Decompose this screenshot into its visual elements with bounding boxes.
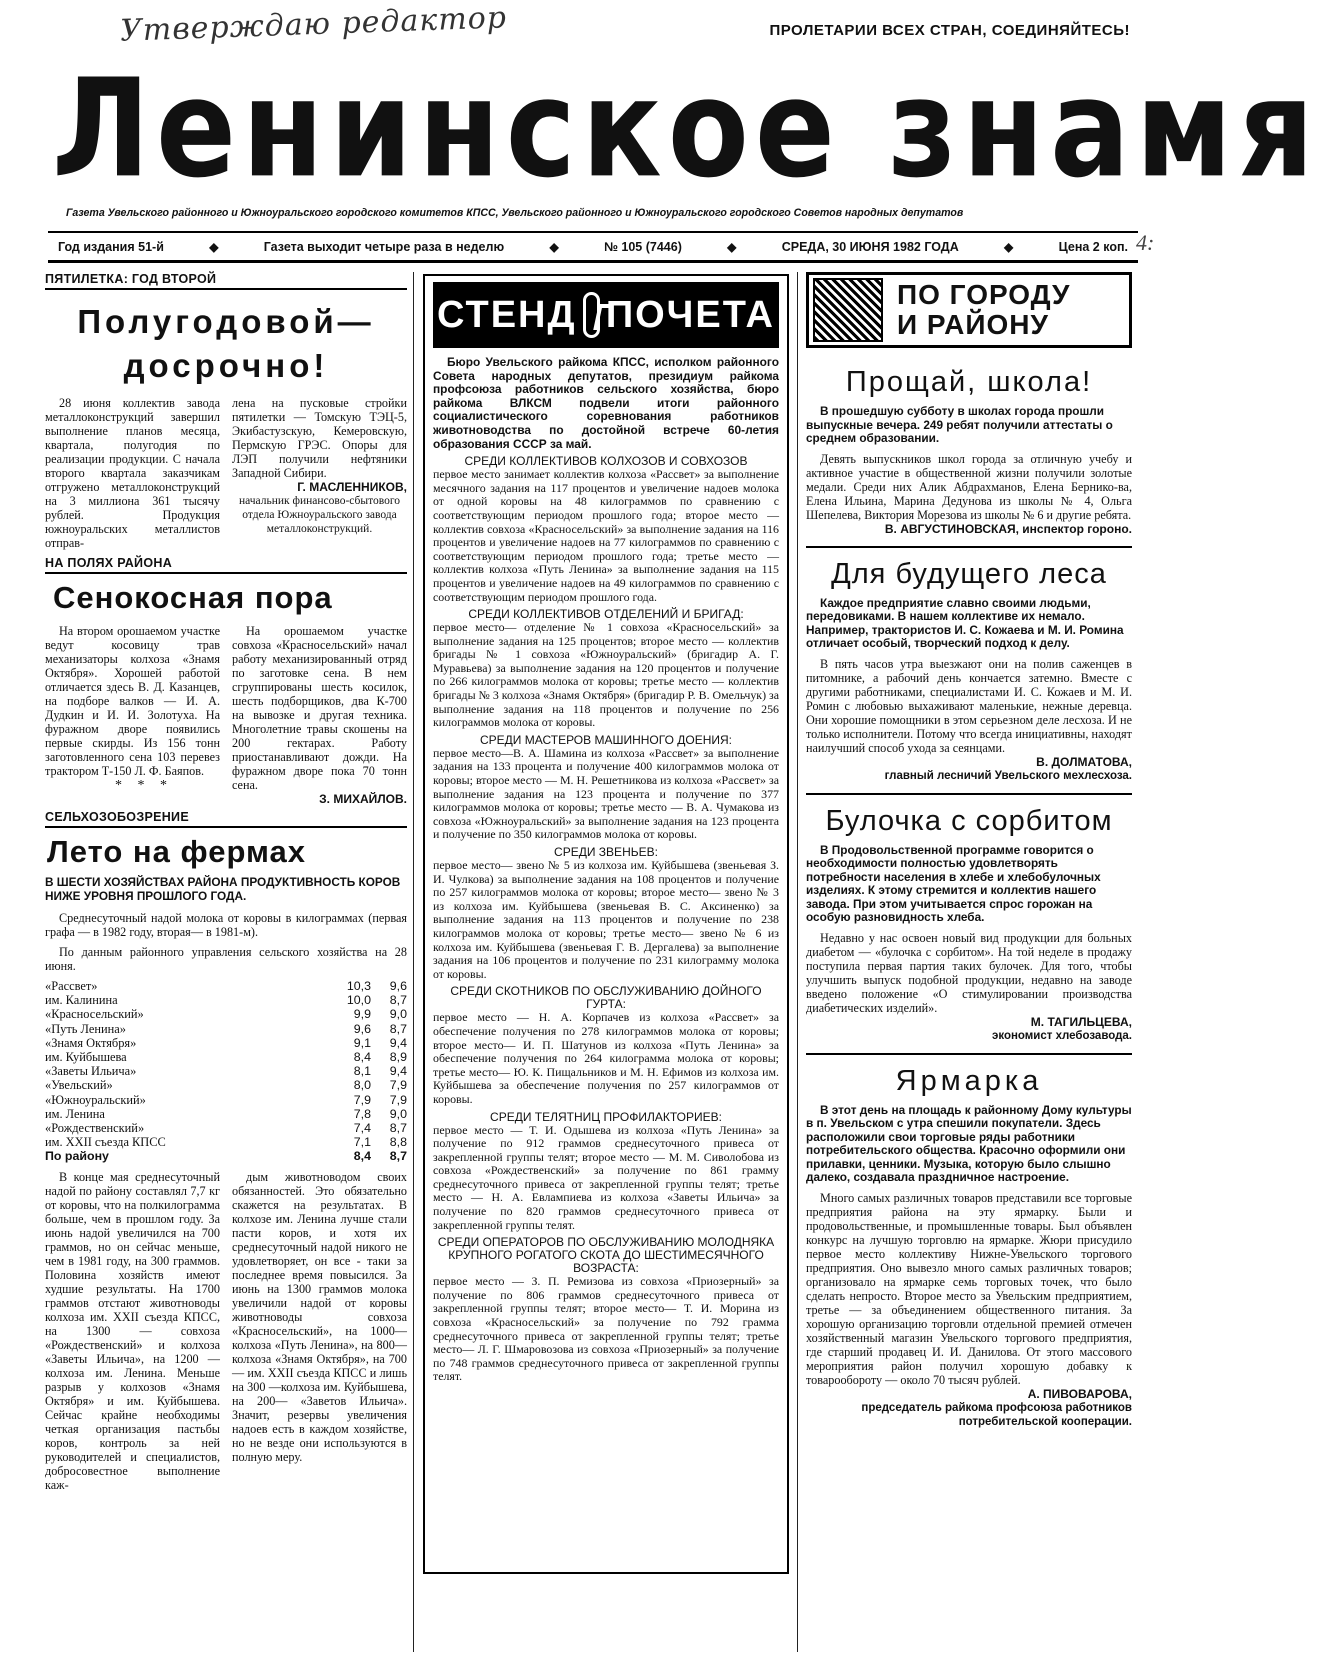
article-text: Недавно у нас освоен новый вид продукции для больных диабетом — «булочка с сорбитом». На той неделе в продажу поступила первая партия таких булочек. Для того, чтобы улучшить выпуск подобной продукции, недавно на заводе введено положение «О стимулировании производства диабетических изделий».	[806, 930, 1132, 1015]
article-lead: В этот день на площадь к районному Дому культуры в п. Увельском с утра спешили покупатели. Здесь расположили свои торговые ряды работники потребительского общества. Красочно оформили они прилавки, ценники. Музыка, которую было слышно далеко, создавала праздничное настроение.	[806, 1102, 1132, 1184]
article-polugodovoy	[45, 272, 407, 550]
newspaper-nameplate: Ленинское знамя	[52, 48, 1320, 208]
author-name: З. МИХАЙЛОВ.	[319, 792, 407, 806]
rubric: СЕЛЬХОЗОБОЗРЕНИЕ	[45, 810, 407, 828]
column-divider	[797, 272, 798, 1652]
right-column	[806, 272, 1132, 1429]
issue-date: СРЕДА, 30 ИЮНЯ 1982 ГОДА	[781, 239, 959, 254]
masthead-subtitle: Газета Увельского районного и Южноуральского городского комитетов КПСС, Увельского районного и Южноуральского городского Советов народных депутатов	[66, 207, 964, 219]
diamond-icon: ◆	[727, 239, 737, 254]
section-text: первое место— звено № 5 из колхоза им. Куйбышева (звеньевая З. И. Чулкова) за выполнение задания на 108 процентов и получение по 257 килограммов молока от коровы; второе место— звено № 3 из колхоза им. Куйбышева (звеньевая В. С. Аксиненко) за выполнение задания на 113 процентов и получение по 238 килограммов молока от коровы; третье место— звено № 6 из колхоза им. Куйбышева (звеньевая Г. В. Дергалева) за выполнение задания на 106 процентов и получение по 231 килограмму молока от коровы.	[433, 858, 779, 981]
farm-name-cell: «Южноуральский»	[45, 1092, 146, 1107]
yield-1982-cell: 8,1	[353, 1064, 371, 1079]
headline: Лето на фермах	[47, 834, 306, 869]
headline-line-1: Полугодовой—	[77, 303, 375, 340]
center-column	[423, 274, 789, 1574]
margin-pencil-mark: 4:	[1136, 230, 1155, 255]
farm-name-cell: «Увельский»	[45, 1078, 113, 1093]
yield-1981-cell: 8,8	[389, 1135, 407, 1150]
author-name: М. ТАГИЛЬЦЕВА,	[1030, 1014, 1132, 1029]
article-intro-2: По данным районного управления сельского хозяйства на 28 июня.	[45, 945, 407, 973]
article-text-right: лена на пусковые стройки пятилетки — Томскую ТЭЦ-5, Экибастузскую, Кемеровскую, Пермскую ГРЭС. Опоры для ЛЭП получили нефтяники Западной Сибири.	[232, 396, 407, 480]
section-heading: СРЕДИ КОЛЛЕКТИВОВ КОЛХОЗОВ И СОВХОЗОВ	[464, 454, 748, 469]
yield-1982-cell: 7,9	[353, 1092, 371, 1107]
article-divider	[806, 546, 1132, 548]
publication-year: Год издания 51-й	[58, 239, 164, 254]
section-text: первое место— отделение № 1 совхоза «Красносельский» за выполнение задания на 125 процентов; второе место — коллектив бригады № 1 совхоза «Южноуральский» (бригадир А. Г. Муравьева) за выполнение задания на 120 процентов и получение по 266 килограммов молока от коровы; третье место — коллектив бригады № 3 колхоза «Знамя Октября» (бригадир Р. В. Омельчук) за выполнение задания на 118 процентов и получение по 256 килограммов молока от коровы.	[433, 620, 779, 730]
rubric: ПЯТИЛЕТКА: ГОД ВТОРОЙ	[45, 272, 407, 290]
yield-1982-cell: 9,1	[353, 1035, 371, 1050]
article-dlya-budushchego-lesa	[806, 558, 1132, 783]
headline-line-2: досрочно!	[123, 347, 329, 384]
article-body	[45, 1170, 407, 1492]
yield-1982-cell: 9,6	[353, 1021, 371, 1036]
table-row	[45, 1022, 407, 1036]
section-heading: СРЕДИ ТЕЛЯТНИЦ ПРОФИЛАКТОРИЕВ:	[490, 1109, 722, 1124]
table-row	[45, 1135, 407, 1149]
article-text-right: дым животноводом своих обязанностей. Это обязательно скажется на результатах. В колхозе им. Ленина лучше стали пасти коров, и хотя их среднесуточный надой никого не удовлетворяет, он все - таки за последнее время повысился. За июнь на 1300 граммов молока увеличили надой от коровы животноводы совхоза «Красносельский», на 1000— колхоза «Путь Ленина», на 800— колхоза «Знамя Октября», на 700 — им. XXII съезда КПСС и лишь на 300 —колхоза им. Куйбышева, на 200— «Заветов Ильича». Значит, резервы увеличения надоев есть в каждом хозяйстве, но не везде они используются в полную меру.	[232, 1169, 407, 1464]
headline: Сенокосная пора	[53, 580, 333, 615]
yield-1982-cell: 7,1	[353, 1135, 371, 1150]
farm-name-cell: По району	[45, 1149, 109, 1164]
rubric-box-po-gorodu	[806, 272, 1132, 348]
column-divider	[413, 272, 414, 1652]
article-text-left: 28 июня коллектив завода металлоконструкций завершил выполнение планов месяца, квартала, полугодия по реализации продукции. С начала второго квартала заказчикам отгружено металлоконструкций на 3 миллиона 361 тысячу рублей. Продукция южноуральских металлистов отправ-	[45, 396, 220, 550]
headline: Для будущего леса	[831, 557, 1107, 590]
article-body	[45, 624, 407, 806]
diamond-icon: ◆	[209, 239, 219, 254]
yield-1981-cell: 8,9	[389, 1050, 407, 1065]
stend-intro: Бюро Увельского райкома КПСС, исполком районного Совета народных депутатов, президиум райкома профсоюза работников сельского хозяйства, бюро райкома ВЛКСМ подвели итоги районного социалистического соревнования работников животноводства по достойной встрече 60-летия образования СССР за май.	[433, 355, 779, 451]
article-leto-na-fermah	[45, 810, 407, 1492]
section-heading: СРЕДИ КОЛЛЕКТИВОВ ОТДЕЛЕНИЙ И БРИГАД:	[468, 607, 744, 622]
section-heading: СРЕДИ МАСТЕРОВ МАШИННОГО ДОЕНИЯ:	[479, 732, 733, 747]
author-role: главный лесничий Увельского мехлесхоза.	[884, 769, 1132, 782]
yield-1981-cell: 9,0	[389, 1007, 407, 1022]
yield-1981-cell: 8,7	[389, 993, 407, 1008]
table-row	[45, 1121, 407, 1135]
headline: Булочка с сорбитом	[825, 804, 1113, 837]
article-divider	[806, 1053, 1132, 1055]
farm-name-cell: «Рассвет»	[45, 979, 98, 993]
author-role: начальник финансово-сбытового отдела Южноуральского завода металлоконструкций.	[238, 495, 401, 535]
farm-name-cell: «Путь Ленина»	[45, 1021, 126, 1036]
yield-1982-cell: 8,4	[353, 1050, 371, 1065]
table-row	[45, 993, 407, 1007]
article-lead: В ШЕСТИ ХОЗЯЙСТВАХ РАЙОНА ПРОДУКТИВНОСТЬ КОРОВ НИЖЕ УРОВНЯ ПРОШЛОГО ГОДА.	[45, 875, 401, 903]
yield-1982-cell: 10,0	[346, 993, 371, 1008]
banner-text-left: СТЕНД	[437, 293, 577, 336]
section-heading: СРЕДИ ЗВЕНЬЕВ:	[554, 845, 658, 859]
milk-yield-table	[45, 979, 407, 1164]
rubric-title-line-1: ПО ГОРОДУ	[897, 279, 1071, 310]
farm-name-cell: им. Калинина	[45, 993, 118, 1008]
separator-stars: * * *	[115, 778, 173, 793]
farm-name-cell: им. Куйбышева	[45, 1050, 127, 1065]
headline: Ярмарка	[895, 1064, 1043, 1097]
farm-name-cell: им. XXII съезда КПСС	[45, 1135, 166, 1150]
article-text-right: На орошаемом участке совхоза «Красносельский» начал работу механизированный отряд по заготовке сена. В нем сгруппированы шесть косилок, шесть подборщиков, два К-700 на вывозке и другая техника. Многолетние травы скошены на 200 гектарах. Работу приостанавливают дожди. На фуражном дворе пока 70 тонн сена.	[232, 624, 407, 792]
article-lead: В Продовольственной программе говорится о необходимости полностью удовлетворять потребности населения в хлебе и хлебобулочных изделиях. К этому стремится и коллектив нашего завода. При этом учитывается спрос горожан на особую разновидность хлеба.	[806, 842, 1101, 924]
yield-1981-cell: 8,7	[389, 1021, 407, 1036]
section-text: первое место — Н. А. Корпачев из колхоза «Рассвет» за обеспечение получения по 278 килограммов молока от коровы; второе место— И. П. Шатунов из колхоза «Путь Ленина» за обеспечение получения по 264 килограмма молока от коровы; третье место— Ю. К. Пищальников и М. Н. Ефимов из колхоза им. Куйбышева за обеспечение получения по 257 килограммов от коровы.	[433, 1010, 779, 1106]
yield-1982-cell: 7,4	[353, 1121, 371, 1136]
yield-1981-cell: 8,7	[389, 1149, 407, 1164]
farm-name-cell: «Заветы Ильича»	[45, 1064, 137, 1079]
headline: Прощай, школа!	[845, 366, 1093, 398]
article-divider	[806, 793, 1132, 795]
yield-1981-cell: 9,0	[389, 1106, 407, 1121]
article-text: Много самых различных товаров представили все торговые предприятия района на эту ярмарку. Были и продовольственные, и промышленные товары. Был объявлен конкурс на лучшую торговлю на ярмарке. Жюри присудило первое место коллективу Нижне-Увельского торгового предприятия. Оно вывезло много самых различных товаров; организовало на ярмарке семь торговых точек, что было сделать непросто. Второе место за Увельским предприятием, третье — за объединением общественного питания. За хорошую организацию торговли отдельной премией отмечен хозяйственный магазин Увельского торгового предприятия, где старший продавец И. И. Данилова. От этого массового мероприятия район получил хорошую добавку к товарообороту — около 70 тысяч рублей.	[806, 1190, 1132, 1387]
yield-1981-cell: 9,4	[389, 1035, 407, 1050]
table-row	[45, 1064, 407, 1078]
rubric-title-line-2: И РАЙОНУ	[897, 309, 1049, 340]
farm-name-cell: им. Ленина	[45, 1106, 105, 1121]
author-signature: В. АВГУСТИНОВСКАЯ, инспектор гороно.	[884, 521, 1132, 536]
issue-number: № 105 (7446)	[603, 239, 682, 254]
article-senokos	[45, 556, 407, 806]
slogan: ПРОЛЕТАРИИ ВСЕХ СТРАН, СОЕДИНЯЙТЕСЬ!	[769, 22, 1130, 39]
yield-1982-cell: 8,4	[353, 1149, 371, 1164]
author-name: Г. МАСЛЕННИКОВ,	[297, 480, 407, 494]
article-yarmarka	[806, 1065, 1132, 1429]
yield-1981-cell: 8,7	[389, 1121, 407, 1136]
article-text: В пять часов утра выезжают они на полив саженцев в питомнике, а рабочий день кончается затемно. Вместе с другими работниками, специалистами И. С. Кожаев и М. И. Ромин с любовью выхаживают маленькие, нежные деревца. Они хорошие помощники в этом серьезном деле лесхоза. И не только исполнители. Потому что всегда инициативны, находят наилучший способ ухода за сеянцами.	[806, 656, 1132, 755]
emblem-icon	[583, 292, 600, 338]
farm-name-cell: «Знамя Октября»	[45, 1035, 137, 1050]
yield-1981-cell: 9,4	[389, 1064, 407, 1079]
yield-1982-cell: 8,0	[353, 1078, 371, 1093]
table-row	[45, 1093, 407, 1107]
section-text: первое место — Т. И. Одышева из колхоза «Путь Ленина» за получение по 912 граммов среднесуточного привеса от закрепленной группы телят; второе место — М. М. Сиволобова из совхоза «Рождественский» за получение по 861 грамму среднесуточного привеса от закрепленной группы телят; третье место — Н. А. Евлампиева из колхоза «Заветы Ильича» за получение по 820 граммов среднесуточного привеса от закрепленной группы телят.	[433, 1122, 779, 1232]
yield-1982-cell: 10,3	[346, 979, 371, 993]
banner-text-right: ПОЧЕТА	[605, 293, 775, 336]
rubric: НА ПОЛЯХ РАЙОНА	[45, 556, 407, 574]
yield-1981-cell: 7,9	[389, 1078, 407, 1093]
section-heading: СРЕДИ СКОТНИКОВ ПО ОБСЛУЖИВАНИЮ ДОЙНОГО ГУРТА:	[450, 984, 762, 1012]
farm-name-cell: «Красносельский»	[45, 1007, 144, 1022]
diamond-icon: ◆	[549, 239, 559, 254]
issue-info-bar	[48, 231, 1138, 263]
farm-name-cell: «Рождественский»	[45, 1121, 145, 1136]
stend-pocheta-banner	[433, 282, 779, 348]
diamond-icon: ◆	[1004, 239, 1014, 254]
table-row	[45, 1036, 407, 1050]
left-column	[45, 272, 407, 1492]
author-name: В. ДОЛМАТОВА,	[1036, 754, 1132, 769]
author-name: А. ПИВОВАРОВА,	[1027, 1386, 1132, 1401]
yield-1982-cell: 9,9	[353, 1007, 371, 1022]
article-text-left: В конце мая среднесуточный надой по району составлял 7,7 кг от коровы, что на полкилограмма больше, чем в прошлом году. За июнь надой увеличился на 700 граммов, но он сейчас меньше, чем в 1981 году, на 300 граммов. Половина хозяйств имеют худшие результаты. На 1700 граммов отстают животноводы колхоза им. XXII съезда КПСС, на 1300 — совхоза «Рождественский» и колхоза «Заветы Ильича», на 1200 —колхоза им. Ленина. Меньше разрыв у колхозов «Знамя Октября» и им. Куйбышева. Сейчас крайне необходимы четкая организация пастьбы коров, контроль за ней руководителей и специалистов, добросовестное выполнение каж-	[45, 1169, 220, 1492]
section-heading: СРЕДИ ОПЕРАТОРОВ ПО ОБСЛУЖИВАНИЮ МОЛОДНЯКА КРУПНОГО РОГАТОГО СКОТА ДО ШЕСТИМЕСЯЧНОГО ВОЗРАСТА:	[437, 1235, 775, 1276]
section-text: первое место—В. А. Шамина из колхоза «Рассвет» за выполнение задания на 133 процента и получение 400 килограммов молока от коровы; второе место — М. Н. Решетникова из колхоза «Рассвет» за выполнение задания на 123 процента и получение по 377 килограммов молока от коровы; третье место — В. А. Чумакова из совхоза «Южноуральский» за выполнение задания на 123 процента и получение по 350 килограммов молока от коровы.	[433, 745, 779, 842]
author-role: экономист хлебозавода.	[991, 1029, 1132, 1042]
article-body	[45, 396, 407, 550]
table-row	[45, 1107, 407, 1121]
table-row	[45, 1050, 407, 1064]
stend-pocheta-frame	[423, 274, 789, 1574]
issue-price: Цена 2 коп.	[1058, 239, 1128, 254]
article-intro: Среднесуточный надой молока от коровы в килограммах (первая графа — в 1982 году, вторая— в 1981-м).	[45, 911, 407, 939]
handwritten-approval: Утверждаю редактор	[119, 0, 508, 49]
yield-1982-cell: 7,8	[353, 1106, 371, 1121]
table-row	[45, 1149, 407, 1163]
city-emblem-icon	[813, 278, 883, 342]
article-proshchai-shkola	[806, 366, 1132, 536]
article-bulochka	[806, 805, 1132, 1043]
table-row	[45, 1007, 407, 1021]
table-row	[45, 1078, 407, 1092]
section-text: первое место — З. П. Ремизова из совхоза «Приозерный» за получение по 806 граммов среднесуточного привеса от закрепленной группы телят; второе место— Т. И. Морина из совхоза «Красносельский» за получение по 792 грамма среднесуточного привеса от закрепленной группы телят; третье место— Л. Г. Шмаровозова из совхоза «Приозерный» за получение по 748 граммов среднесуточного привеса от закрепленной группы телят.	[433, 1274, 779, 1384]
table-row	[45, 979, 407, 993]
article-lead: В прошедшую субботу в школах города прошли выпускные вечера. 249 ребят получили аттестаты о среднем образовании.	[806, 404, 1113, 445]
yield-1981-cell: 9,6	[389, 979, 407, 993]
author-role: председатель райкома профсоюза работников потребительской кооперации.	[861, 1401, 1132, 1428]
section-text: первое место занимает коллектив колхоза «Рассвет» за выполнение месячного задания на 117 процентов и увеличение надоев молока от одной коровы на 48 килограммов по сравнению с соответствующим периодом прошлого года; второе место — коллектив совхоза «Красносельский» за выполнение задания на 116 процентов и увеличение надоев на 77 килограммов по сравнению с соответствующим периодом прошлого года; третье место — коллектив колхоза «Путь Ленина» за выполнение задания на 115 процентов и увеличение надоев на 49 килограммов по сравнению с соответствующим периодом прошлого года.	[433, 467, 779, 604]
yield-1981-cell: 7,9	[389, 1092, 407, 1107]
publication-frequency: Газета выходит четыре раза в неделю	[263, 239, 505, 254]
article-lead: Каждое предприятие славно своими людьми, передовиками. В нашем коллективе их немало. Например, трактористов И. С. Кожаева и М. И. Ромина отличает особый, творческий подход к делу.	[806, 595, 1124, 650]
article-text: Девять выпускников школ города за отличную учебу и активное участие в общественной жизни получили золотые медали. Среди них Алик Абдрахманов, Елена Бернико-ва, Елена Ильина, Марина Дедунова из школы № 4, Ольга Шепелева, Виктория Морезова из школы № 6 и другие ребята.	[806, 451, 1132, 522]
article-text-left: На втором орошаемом участке ведут косовицу трав механизаторы колхоза «Знамя Октября». Хорошей работой отличается здесь В. Д. Казанцев, на подборе валков — И. А. Дудкин и И. И. Золотуха. На фуражном дворе появились первые скирды. Из 156 тонн заготовленного сена 103 перевез трактором Т-150 Л. Ф. Баяпов.	[45, 624, 220, 778]
